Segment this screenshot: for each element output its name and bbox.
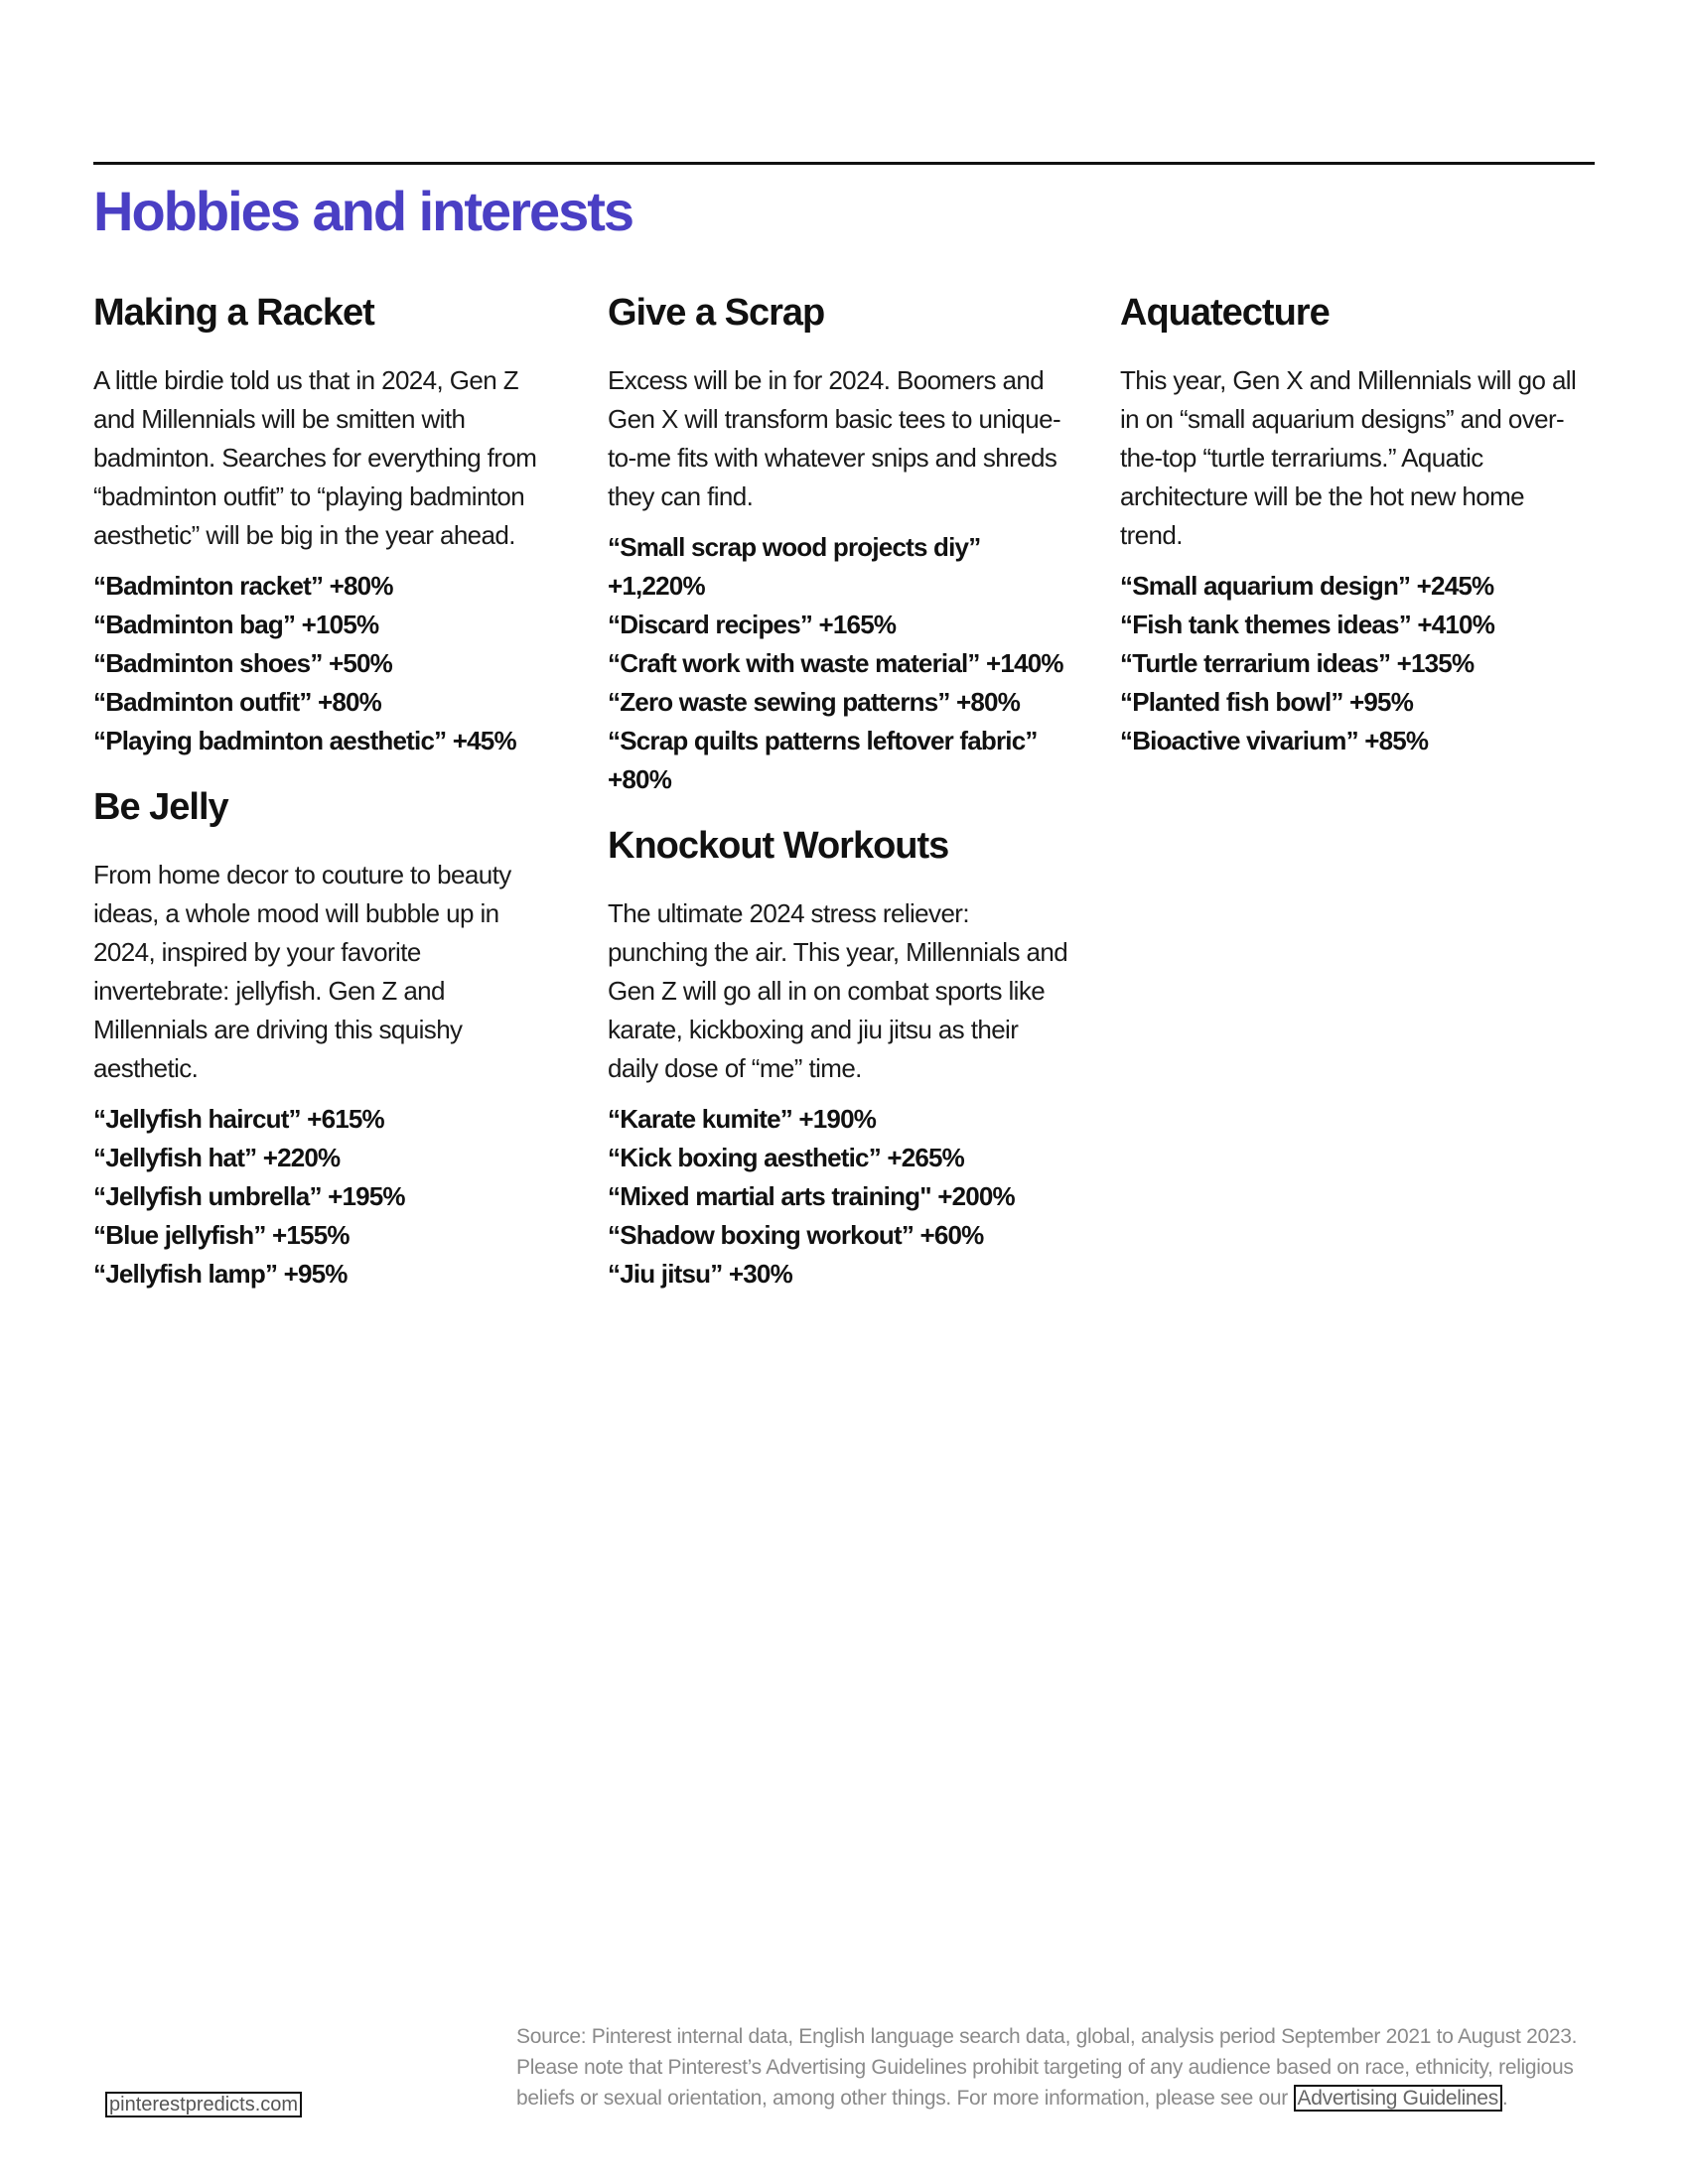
stat-item: “Mixed martial arts training" +200% bbox=[608, 1181, 1015, 1211]
section-title: Aquatecture bbox=[1120, 292, 1330, 334]
stat-item: “Kick boxing aesthetic” +265% bbox=[608, 1143, 965, 1172]
section-body: Excess will be in for 2024. Boomers and Gen X will transform basic tees to unique-to-me fits with whatever snips and shreds they can find. bbox=[608, 365, 1061, 511]
stat-item: “Playing badminton aesthetic” +45% bbox=[93, 726, 516, 755]
stat-item: “Jellyfish hat” +220% bbox=[93, 1143, 341, 1172]
stat-list bbox=[608, 1100, 1074, 1294]
stat-item: “Small scrap wood projects diy” +1,220% bbox=[608, 532, 981, 601]
stat-item: “Turtle terrarium ideas” +135% bbox=[1120, 648, 1475, 678]
top-rule bbox=[93, 162, 1595, 165]
stat-item: “Karate kumite” +190% bbox=[608, 1104, 877, 1134]
stat-list bbox=[1120, 567, 1587, 760]
stat-item: “Jellyfish haircut” +615% bbox=[93, 1104, 384, 1134]
footer-source-note bbox=[516, 2021, 1599, 2114]
section-body: The ultimate 2024 stress reliever: punching the air. This year, Millennials and Gen Z will go all in on combat sports like karate, kickboxing and jiu jitsu as their daily dose of “me” time. bbox=[608, 898, 1068, 1083]
stat-item: “Planted fish bowl” +95% bbox=[1120, 687, 1414, 717]
column-3 bbox=[1120, 286, 1587, 780]
stat-item: “Craft work with waste material” +140% bbox=[608, 648, 1063, 678]
stat-list bbox=[93, 1100, 560, 1294]
stat-item: “Small aquarium design” +245% bbox=[1120, 571, 1494, 601]
stat-item: “Fish tank themes ideas” +410% bbox=[1120, 610, 1495, 639]
stat-item: “Jellyfish umbrella” +195% bbox=[93, 1181, 405, 1211]
stat-item: “Badminton shoes” +50% bbox=[93, 648, 392, 678]
page-title: Hobbies and interests bbox=[93, 180, 633, 242]
stat-item: “Jiu jitsu” +30% bbox=[608, 1259, 792, 1289]
column-2 bbox=[608, 286, 1074, 1313]
stat-item: “Badminton outfit” +80% bbox=[93, 687, 381, 717]
stat-item: “Badminton racket” +80% bbox=[93, 571, 393, 601]
stat-list bbox=[608, 528, 1074, 799]
stat-item: “Badminton bag” +105% bbox=[93, 610, 379, 639]
stat-item: “Scrap quilts patterns leftover fabric” +80% bbox=[608, 726, 1038, 794]
section-aquatecture bbox=[1120, 286, 1587, 760]
stat-list bbox=[93, 567, 560, 760]
stat-item: “Blue jellyfish” +155% bbox=[93, 1220, 350, 1250]
section-title: Give a Scrap bbox=[608, 292, 825, 334]
stat-item: “Jellyfish lamp” +95% bbox=[93, 1259, 348, 1289]
footer-note-end: . bbox=[1501, 2087, 1508, 2110]
stat-item: “Shadow boxing workout” +60% bbox=[608, 1220, 984, 1250]
section-be-jelly bbox=[93, 780, 560, 1294]
section-body: A little birdie told us that in 2024, Gen Z and Millennials will be smitten with badminton. Searches for everything from “badminton outfit” to “playing badminton aesthetic” will be big in the year ahead. bbox=[93, 365, 537, 550]
column-1 bbox=[93, 286, 560, 1313]
section-title: Be Jelly bbox=[93, 786, 228, 828]
advertising-guidelines-link[interactable]: Advertising Guidelines bbox=[1294, 2085, 1502, 2112]
footer-note-text: Source: Pinterest internal data, English language search data, global, analysis period September 2021 to August 2023. Please note that Pinterest’s Advertising Guidelines prohibit targeting of any audience based on race, ethnicity, religious beliefs or sexual orientation, among other things. For more information, please see our bbox=[516, 2025, 1578, 2110]
section-title: Making a Racket bbox=[93, 292, 374, 334]
stat-item: “Discard recipes” +165% bbox=[608, 610, 897, 639]
section-give-a-scrap bbox=[608, 286, 1074, 799]
section-making-a-racket bbox=[93, 286, 560, 760]
stat-item: “Bioactive vivarium” +85% bbox=[1120, 726, 1429, 755]
section-body: From home decor to couture to beauty ideas, a whole mood will bubble up in 2024, inspired by your favorite invertebrate: jellyfish. Gen Z and Millennials are driving this squishy aesthetic. bbox=[93, 860, 511, 1083]
section-title: Knockout Workouts bbox=[608, 825, 949, 867]
pinterest-predicts-link[interactable]: pinterestpredicts.com bbox=[105, 2092, 302, 2117]
section-knockout-workouts bbox=[608, 819, 1074, 1294]
stat-item: “Zero waste sewing patterns” +80% bbox=[608, 687, 1021, 717]
section-body: This year, Gen X and Millennials will go all in on “small aquarium designs” and over-the-top “turtle terrariums.” Aquatic architecture will be the hot new home trend. bbox=[1120, 365, 1577, 550]
